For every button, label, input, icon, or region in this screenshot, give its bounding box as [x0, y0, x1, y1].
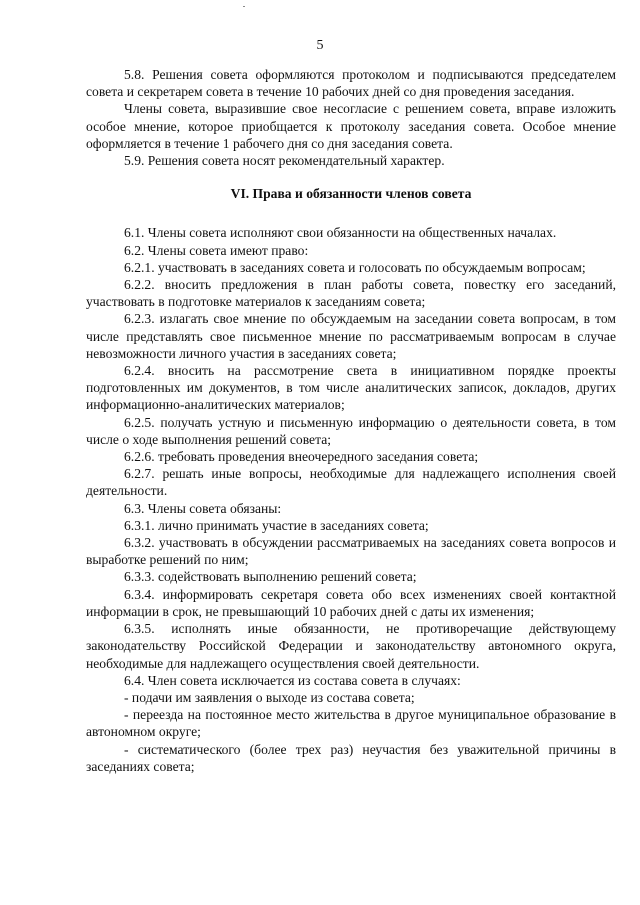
paragraph: 6.3.3. содействовать выполнению решений совета;	[124, 569, 417, 585]
paragraph: 6.3.5. исполнять иные обязанности, не противоречащие действующему законодательству Российской Федерации и законодательству автономного округа, необходимые для надлежащего осуществления своей деятельности.	[86, 621, 616, 671]
paragraph: 6.3.2. участвовать в обсуждении рассматриваемых на заседаниях совета вопросов и выработке решений по ним;	[86, 535, 616, 568]
section-heading: VI. Права и обязанности членов совета	[230, 186, 472, 202]
page-number: 5	[316, 38, 324, 53]
document-body	[86, 66, 616, 775]
paragraph: - систематического (более трех раз) неучастия без уважительной причины в заседаниях совета;	[86, 741, 616, 774]
paragraph: 6.3.1. лично принимать участие в заседаниях совета;	[124, 517, 429, 533]
paragraph: - переезда на постоянное место жительства в другое муниципальное образование в автономном округе;	[86, 707, 616, 740]
paragraph: 6.2.3. излагать свое мнение по обсуждаемым на заседании совета вопросам, в том числе представлять свое письменное мнение по рассматриваемым вопросам в случае невозможности личного участия в заседаниях совета;	[86, 311, 616, 361]
paragraph: Члены совета, выразившие свое несогласие с решением совета, вправе изложить особое мнение, которое приобщается к протоколу заседания совета. Особое мнение оформляется в течение 1 рабочего дня со дня заседания совета.	[86, 101, 616, 151]
paragraph: 6.2. Члены совета имеют право:	[124, 242, 309, 258]
paragraph: 6.2.7. решать иные вопросы, необходимые для надлежащего исполнения своей деятельности.	[86, 466, 616, 499]
paragraph: 6.2.2. вносить предложения в план работы совета, повестку его заседаний, участвовать в подготовке материалов к заседаниям совета;	[86, 277, 616, 310]
paragraph: 6.2.6. требовать проведения внеочередного заседания совета;	[124, 449, 479, 465]
paragraph: 6.2.1. участвовать в заседаниях совета и голосовать по обсуждаемым вопросам;	[124, 259, 586, 275]
paragraph: 6.3. Члены совета обязаны:	[124, 500, 282, 516]
paragraph: 6.2.4. вносить на рассмотрение света в инициативном порядке проекты подготовленных им документов, в том числе аналитических записок, докладов, других информационно-аналитических материалов;	[86, 363, 616, 413]
paragraph: 6.4. Член совета исключается из состава совета в случаях:	[124, 672, 461, 688]
paragraph: - подачи им заявления о выходе из состава совета;	[124, 689, 415, 705]
paragraph: 6.1. Члены совета исполняют свои обязанности на общественных началах.	[124, 225, 557, 241]
paragraph: 5.8. Решения совета оформляются протоколом и подписываются председателем совета и секретарем совета в течение 10 рабочих дней со дня проведения заседания.	[86, 67, 616, 100]
paragraph: 5.9. Решения совета носят рекомендательный характер.	[124, 153, 445, 169]
scan-mark	[243, 6, 245, 7]
paragraph: 6.3.4. информировать секретаря совета обо всех изменениях своей контактной информации в срок, не превышающий 10 рабочих дней с даты их изменения;	[86, 586, 616, 619]
paragraph: 6.2.5. получать устную и письменную информацию о деятельности совета, в том числе о ходе выполнения решений совета;	[86, 414, 616, 447]
